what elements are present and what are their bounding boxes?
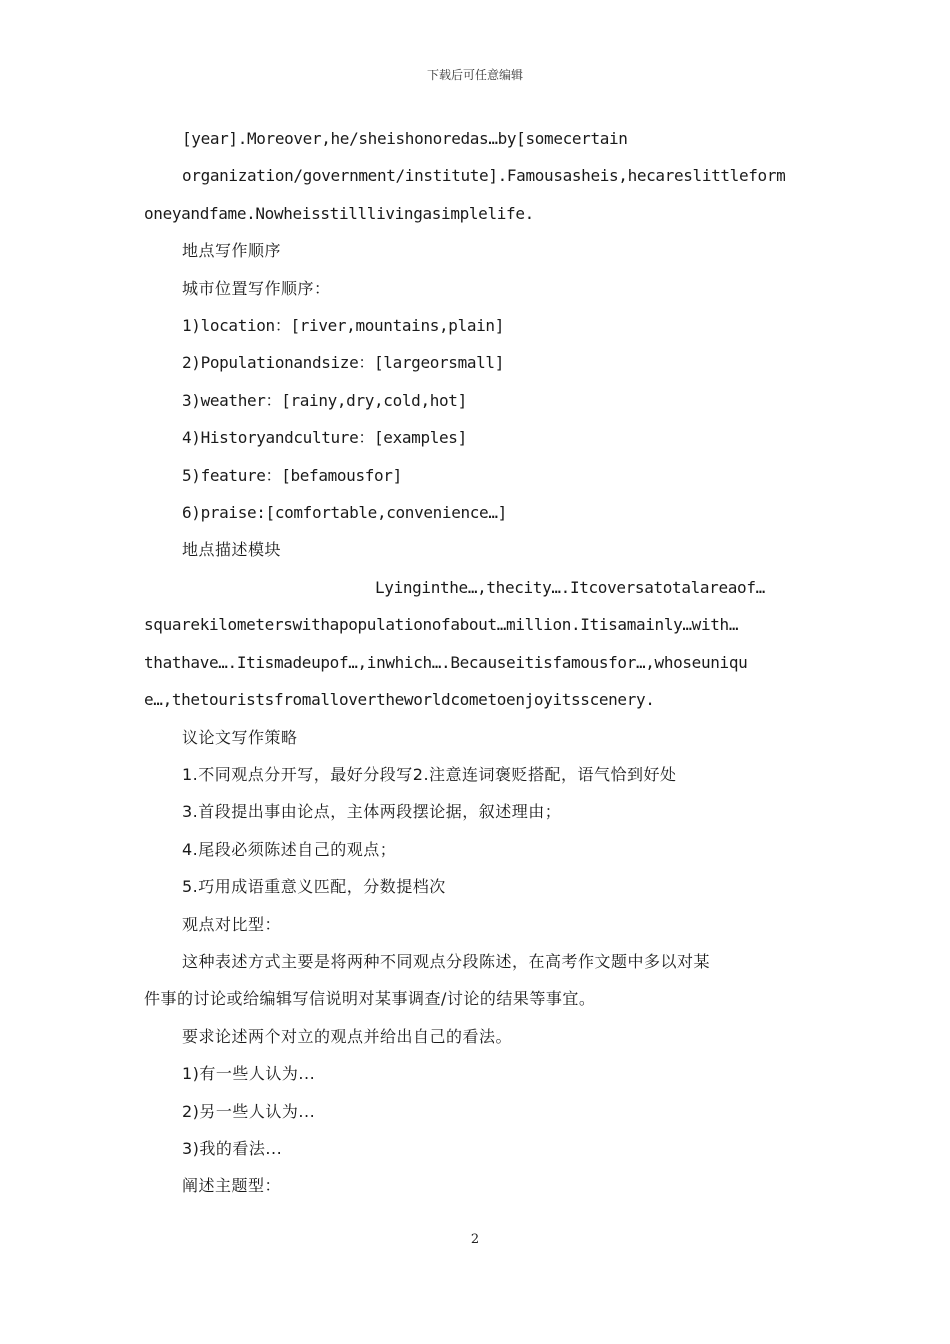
list-item: 2)Populationandsize：[largeorsmall] [182,353,504,373]
paragraph-line: 件事的讨论或给编辑写信说明对某事调查/讨论的结果等事宜。 [144,989,596,1009]
paragraph-line: 要求论述两个对立的观点并给出自己的看法。 [182,1026,513,1046]
paragraph-line: [year].Moreover,he/sheishonoredas…by[somecertain [182,129,628,148]
paragraph-line: 这种表述方式主要是将两种不同观点分段陈述，在高考作文题中多以对某 [182,951,711,971]
list-item: 5.巧用成语重意义匹配，分数提档次 [182,877,446,897]
paragraph-line: organization/government/institute].Famousasheis,hecareslittleform [182,166,786,186]
list-item: 1.不同观点分开写，最好分段写2.注意连词褒贬搭配，语气恰到好处 [182,764,677,784]
section-heading: 议论文写作策略 [182,727,298,747]
list-item: 1)location：[river,mountains,plain] [182,316,504,336]
list-item: 1)有一些人认为... [182,1064,316,1084]
list-item: 6)praise:[comfortable,convenience…] [182,503,507,523]
subsection-heading: 阐述主题型： [182,1176,282,1196]
list-item: 5)feature：[befamousfor] [182,465,402,485]
paragraph-line: thathave….Itismadeupof…,inwhich….Becauseitisfamousfor…,whoseuniqu [144,652,748,672]
list-item: 4.尾段必须陈述自己的观点； [182,839,397,859]
paragraph-line: e…,thetouristsfromallovertheworldcometoenjoyitsscenery. [144,690,655,710]
list-item: 4)Historyandculture：[examples] [182,428,467,448]
subsection-heading: 观点对比型： [182,914,282,934]
list-item: 3.首段提出事由论点，主体两段摆论据，叙述理由； [182,802,562,822]
subsection-heading: 城市位置写作顺序： [182,278,331,298]
paragraph-line: oneyandfame.Nowheisstilllivingasimplelife. [144,203,534,223]
page-header: 下载后可任意编辑 [426,68,523,82]
page-number: 2 [470,1232,480,1247]
list-item: 3)weather：[rainy,dry,cold,hot] [182,390,467,410]
section-heading: 地点描述模块 [182,540,282,560]
list-item: 2)另一些人认为... [182,1101,316,1121]
section-heading: 地点写作顺序 [182,241,282,261]
paragraph-line: Lyinginthe…,thecity….Itcoversatotalareaof… [375,577,765,597]
document-body [144,120,808,1205]
list-item: 3)我的看法... [182,1138,283,1158]
paragraph-line: squarekilometerswithapopulationofabout…million.Itisamainly…with… [144,615,739,635]
